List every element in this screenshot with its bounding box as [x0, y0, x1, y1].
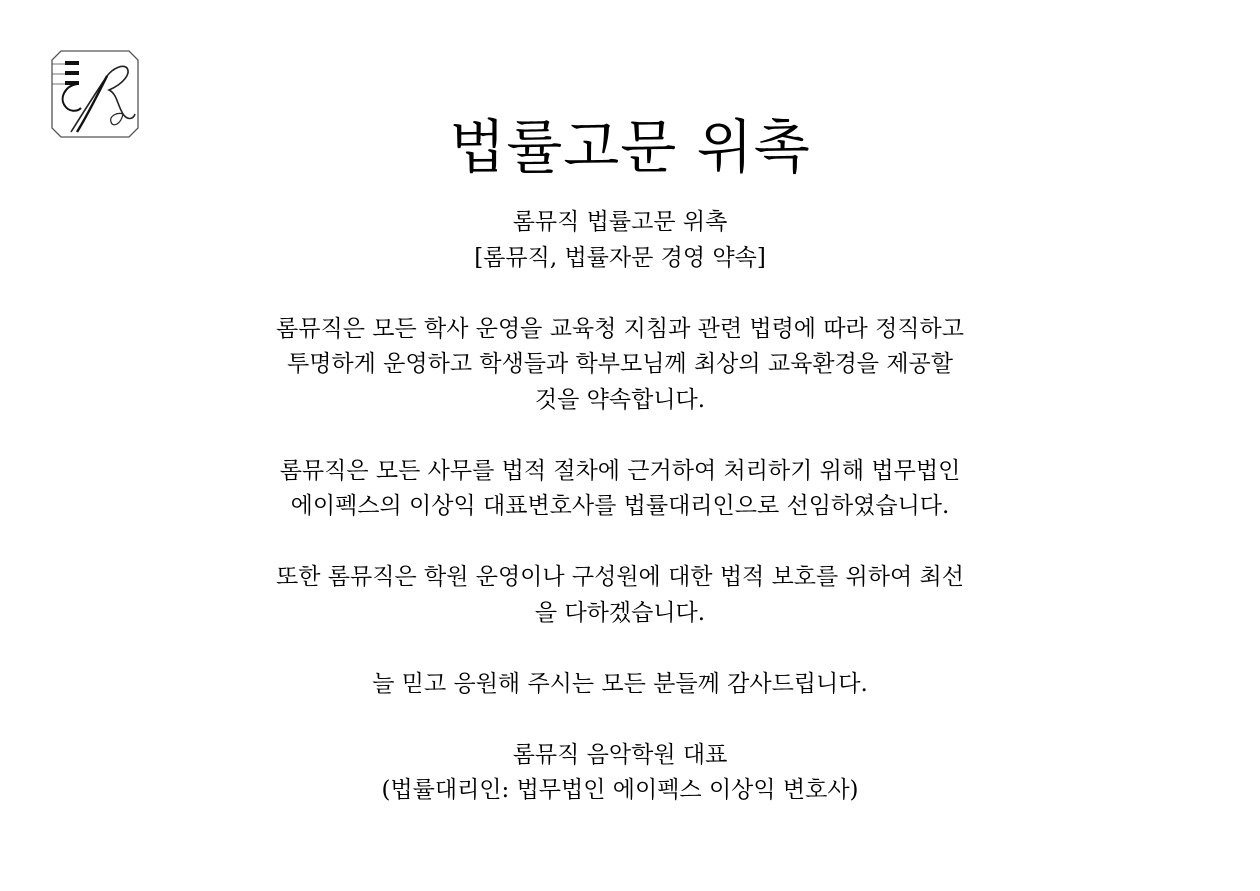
- signature-line-2: (법률대리인: 법무법인 에이펙스 이상익 변호사): [381, 777, 859, 803]
- paragraph-1-line-3: 것을 약속합니다.: [534, 386, 706, 413]
- heading-line-2: [롬뮤직, 법률자문 경영 약속]: [474, 244, 766, 271]
- paragraph-4-line-1: 늘 믿고 응원해 주시는 모든 분들께 감사드립니다.: [372, 670, 868, 697]
- signature-line-1: 롬뮤직 음악학원 대표: [512, 741, 728, 768]
- heading-line-1: 롬뮤직 법률고문 위촉: [512, 209, 728, 235]
- paragraph-2-line-2: 에이펙스의 이상익 대표변호사를 법률대리인으로 선임하였습니다.: [290, 493, 950, 519]
- page-title: 법률고문 위촉: [449, 112, 811, 181]
- paragraph-3-line-2: 을 다하겠습니다.: [534, 599, 706, 626]
- announcement-body: [240, 205, 1000, 809]
- paragraph-3-line-1: 또한 롬뮤직은 학원 운영이나 구성원에 대한 법적 보호를 위하여 최선: [276, 564, 964, 590]
- paragraph-1-line-1: 롬뮤직은 모든 학사 운영을 교육청 지침과 관련 법령에 따라 정직하고: [276, 315, 964, 342]
- paragraph-2-line-1: 롬뮤직은 모든 사무를 법적 절차에 근거하여 처리하기 위해 법무법인: [279, 457, 961, 484]
- paragraph-1-line-2: 투명하게 운영하고 학생들과 학부모님께 최상의 교육환경을 제공할: [287, 351, 953, 377]
